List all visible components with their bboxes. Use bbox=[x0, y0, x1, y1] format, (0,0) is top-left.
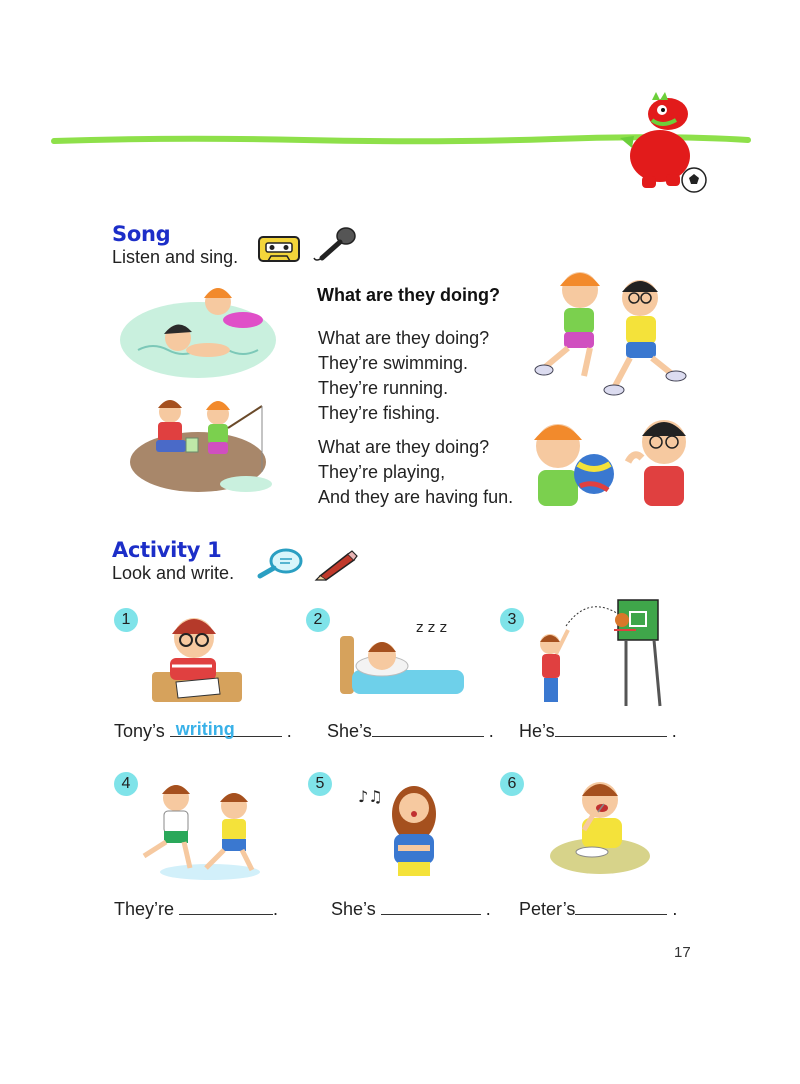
sentence-prefix: Peter’s bbox=[519, 899, 576, 919]
item-number-6: 6 bbox=[500, 772, 524, 796]
sentence-2 bbox=[327, 720, 494, 742]
cassette-icon bbox=[258, 236, 300, 262]
magnifier-icon bbox=[256, 548, 304, 580]
svg-text:z z z: z z z bbox=[416, 620, 447, 636]
sentence-suffix: . bbox=[672, 899, 678, 919]
verse-line: They’re running. bbox=[318, 378, 449, 398]
verse-line: And they are having fun. bbox=[318, 487, 514, 507]
answer-blank-4[interactable] bbox=[179, 898, 273, 915]
item-number-5: 5 bbox=[308, 772, 332, 796]
verse-line: They’re fishing. bbox=[318, 403, 441, 423]
item-number-1: 1 bbox=[114, 608, 138, 632]
sentence-prefix: He’s bbox=[519, 721, 555, 741]
sentence-prefix: She’s bbox=[327, 721, 372, 741]
song-heading: Song bbox=[112, 222, 171, 246]
fishing-illustration bbox=[128, 392, 274, 494]
sentence-3 bbox=[519, 720, 677, 742]
writing-illustration bbox=[148, 608, 244, 704]
item-number-3: 3 bbox=[500, 608, 524, 632]
song-title: What are they doing? bbox=[317, 285, 501, 305]
sentence-suffix: . bbox=[488, 721, 494, 741]
sleeping-illustration bbox=[336, 614, 470, 698]
sentence-prefix: They’re bbox=[114, 899, 175, 919]
verse-2 bbox=[318, 435, 513, 510]
basketball-illustration bbox=[530, 596, 670, 708]
verse-line: What are they doing? bbox=[318, 437, 490, 457]
sentence-suffix: . bbox=[671, 721, 677, 741]
activity-heading: Activity 1 bbox=[112, 538, 222, 562]
sentence-4 bbox=[114, 898, 278, 920]
swimming-illustration bbox=[118, 280, 278, 380]
item-number-4: 4 bbox=[114, 772, 138, 796]
svg-text:♪♫: ♪♫ bbox=[358, 787, 383, 806]
running-illustration bbox=[534, 264, 694, 404]
eating-illustration bbox=[548, 774, 654, 880]
running-boys-illustration bbox=[120, 778, 266, 882]
answer-blank-3[interactable] bbox=[555, 720, 667, 737]
sentence-prefix: She’s bbox=[331, 899, 376, 919]
verse-line: What are they doing? bbox=[318, 328, 490, 348]
pencil-icon bbox=[314, 548, 356, 580]
dinosaur-mascot bbox=[612, 88, 722, 198]
sentence-suffix: . bbox=[485, 899, 491, 919]
sentence-suffix: . bbox=[273, 899, 279, 919]
answer-blank-5[interactable] bbox=[381, 898, 481, 915]
song-instruction: Listen and sing. bbox=[112, 247, 239, 267]
sentence-6 bbox=[519, 898, 677, 920]
microphone-icon bbox=[312, 226, 358, 264]
activity-instruction: Look and write. bbox=[112, 563, 235, 583]
sentence-suffix: . bbox=[286, 721, 292, 741]
sentence-5 bbox=[331, 898, 491, 920]
answer-blank-1[interactable] bbox=[170, 720, 282, 737]
singing-illustration bbox=[358, 778, 442, 878]
verse-1 bbox=[318, 326, 489, 426]
answer-blank-2[interactable] bbox=[372, 720, 484, 737]
answer-text: writing bbox=[175, 719, 235, 739]
page-number: 17 bbox=[674, 944, 691, 961]
sentence-prefix: Tony’s bbox=[114, 721, 165, 741]
playing-illustration bbox=[524, 412, 700, 510]
verse-line: They’re playing, bbox=[318, 462, 446, 482]
sentence-1 bbox=[114, 720, 292, 742]
item-number-2: 2 bbox=[306, 608, 330, 632]
answer-blank-6[interactable] bbox=[575, 898, 667, 915]
verse-line: They’re swimming. bbox=[318, 353, 469, 373]
